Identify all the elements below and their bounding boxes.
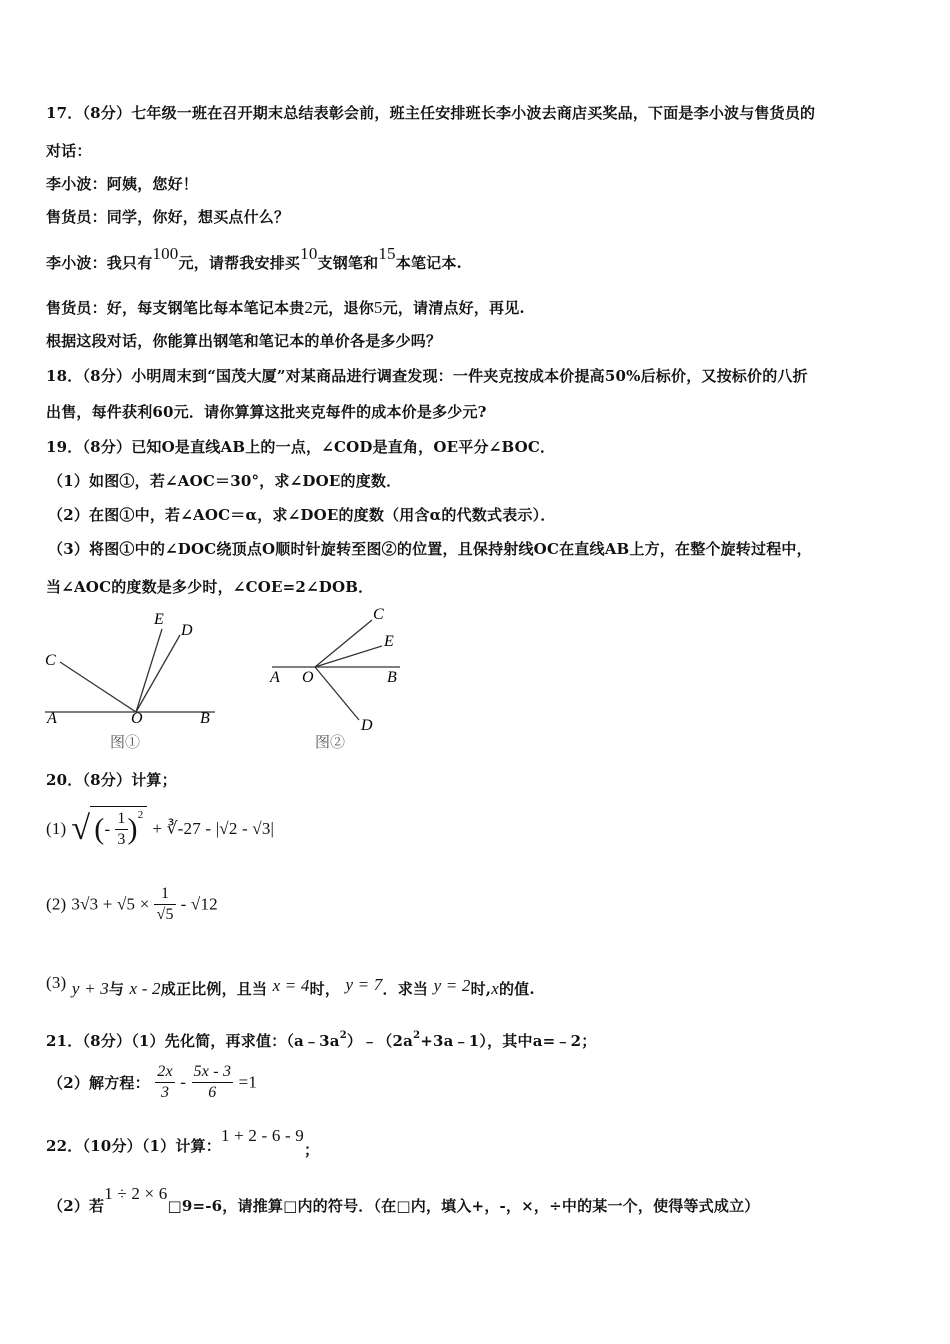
fig2-label-d: D: [361, 717, 373, 734]
q21-fraction-1: $\frac{2x}{3}$: [157, 1063, 173, 1101]
q17-num-100: 100: [152, 244, 179, 263]
q19-part3-line2: 当∠AOC的度数是多少时，∠COE=2∠DOB．: [46, 578, 374, 596]
q17-dialog-4: 售货员：好，每支钢笔比每本笔记本贵2元，退你5元，请清点好，再见.: [46, 298, 525, 317]
fig1-label-d: D: [181, 622, 193, 639]
q20-e2-fraction: $\frac{1}{√5}$: [156, 885, 174, 923]
q20-expr-3: (3) y + 3与 x - 2成正比例，且当 x = 4时， y = 7．求当 y = 2时,x的值.: [46, 973, 535, 998]
q22-line1: 22．（10分）（1）计算：1 + 2 - 6 - 9；: [46, 1126, 320, 1159]
q19-part1: （1）如图①，若∠AOC＝30°，求∠DOE的度数．: [48, 472, 402, 490]
fig1-label-b: B: [200, 710, 210, 727]
fig2-label-o: O: [302, 669, 314, 686]
fig1-ray-oc: [60, 662, 136, 712]
q20-expr-1: (1) √ (- $\frac{1}{3}$ )$^2$ + ∛-27 - |√2 - √3|: [46, 806, 274, 852]
fig2-caption: 图②: [315, 735, 346, 751]
q20-expr-2: (2) 3√3 + √5 × $\frac{1}{√5}$ - √12: [46, 885, 218, 923]
q18-line1: 18．（8分）小明周末到“国茂大厦”对某商品进行调查发现：一件夹克按成本价提高50%后标价，又按标价的八折: [46, 367, 808, 385]
q22-expr-2: 1 ÷ 2 × 6: [104, 1184, 168, 1203]
q21-part2: （2）解方程： $\frac{2x}{3}$ - $\frac{5x - 3}{6}$ =1: [48, 1063, 258, 1101]
q19-line1: 19．（8分）已知O是直线AB上的一点，∠COD是直角，OE平分∠BOC．: [46, 438, 556, 456]
q17-num-10: 10: [300, 244, 318, 263]
q17-num-5: 5: [373, 298, 383, 317]
q17-num-15: 15: [378, 244, 396, 263]
fig1-label-c: C: [45, 652, 56, 669]
q21-fraction-2: $\frac{5x - 3}{6}$: [193, 1063, 232, 1101]
fig1-label-a: A: [47, 710, 57, 727]
figure-1: [40, 605, 230, 755]
fig2-label-a: A: [270, 669, 280, 686]
q20-e1-radical-icon: √: [71, 810, 91, 847]
figure-2: [262, 600, 412, 755]
q17-num-2: 2: [304, 298, 314, 317]
q20-title: 20．（8分）计算；: [46, 771, 177, 789]
q22-part2: （2）若1 ÷ 2 × 6□9=-6，请推算□内的符号．（在□内，填入+，-，×，÷中的某一个，使得等式成立）: [48, 1184, 760, 1215]
q18-line2: 出售，每件获利60元．请你算算这批夹克每件的成本价是多少元?: [46, 403, 487, 421]
q19-part3-line1: （3）将图①中的∠DOC绕顶点O顺时针旋转至图②的位置，且保持射线OC在直线AB上方，在整个旋转过程中，: [48, 540, 812, 558]
fig2-ray-oe: [315, 646, 382, 667]
fig2-ray-oc: [315, 620, 372, 667]
fig1-ray-oe: [136, 629, 162, 712]
fig2-ray-od: [315, 667, 359, 720]
fig2-label-e: E: [384, 633, 394, 650]
fig1-label-e: E: [154, 611, 164, 628]
q17-line2: 对话：: [46, 142, 92, 160]
q19-part2: （2）在图①中，若∠AOC＝α，求∠DOE的度数（用含α的代数式表示）．: [48, 506, 556, 524]
q17-question: 根据这段对话，你能算出钢笔和笔记本的单价各是多少吗？: [46, 332, 442, 350]
fig1-ray-od: [136, 635, 180, 712]
q17-dialog-3: 李小波：我只有100元，请帮我安排买10支钢笔和15本笔记本.: [46, 244, 462, 272]
fig1-label-o: O: [131, 710, 143, 727]
fig2-label-b: B: [387, 669, 397, 686]
q20-e2-label: (2): [46, 894, 67, 914]
q21-line1: 21．（8分）（1）先化简，再求值：$(a﹣3a^2)﹣(2a^2+3a﹣1)$，其中a=﹣2；: [46, 1030, 597, 1050]
q20-e1-label: (1): [46, 819, 67, 838]
fig1-caption: 图①: [110, 735, 141, 751]
fig2-label-c: C: [373, 606, 384, 623]
q17-line1: 17．（8分）七年级一班在召开期末总结表彰会前，班主任安排班长李小波去商店买奖品，下面是李小波与售货员的: [46, 104, 816, 122]
q17-dialog-2: 售货员：同学，你好，想买点什么？: [46, 208, 290, 226]
q20-e3-label: (3): [46, 973, 67, 992]
q20-e1-fraction: $\frac{1}{3}$: [117, 810, 126, 848]
q17-dialog-1: 李小波：阿姨，您好！: [46, 175, 199, 193]
q22-expr-1: 1 + 2 - 6 - 9: [221, 1126, 305, 1145]
